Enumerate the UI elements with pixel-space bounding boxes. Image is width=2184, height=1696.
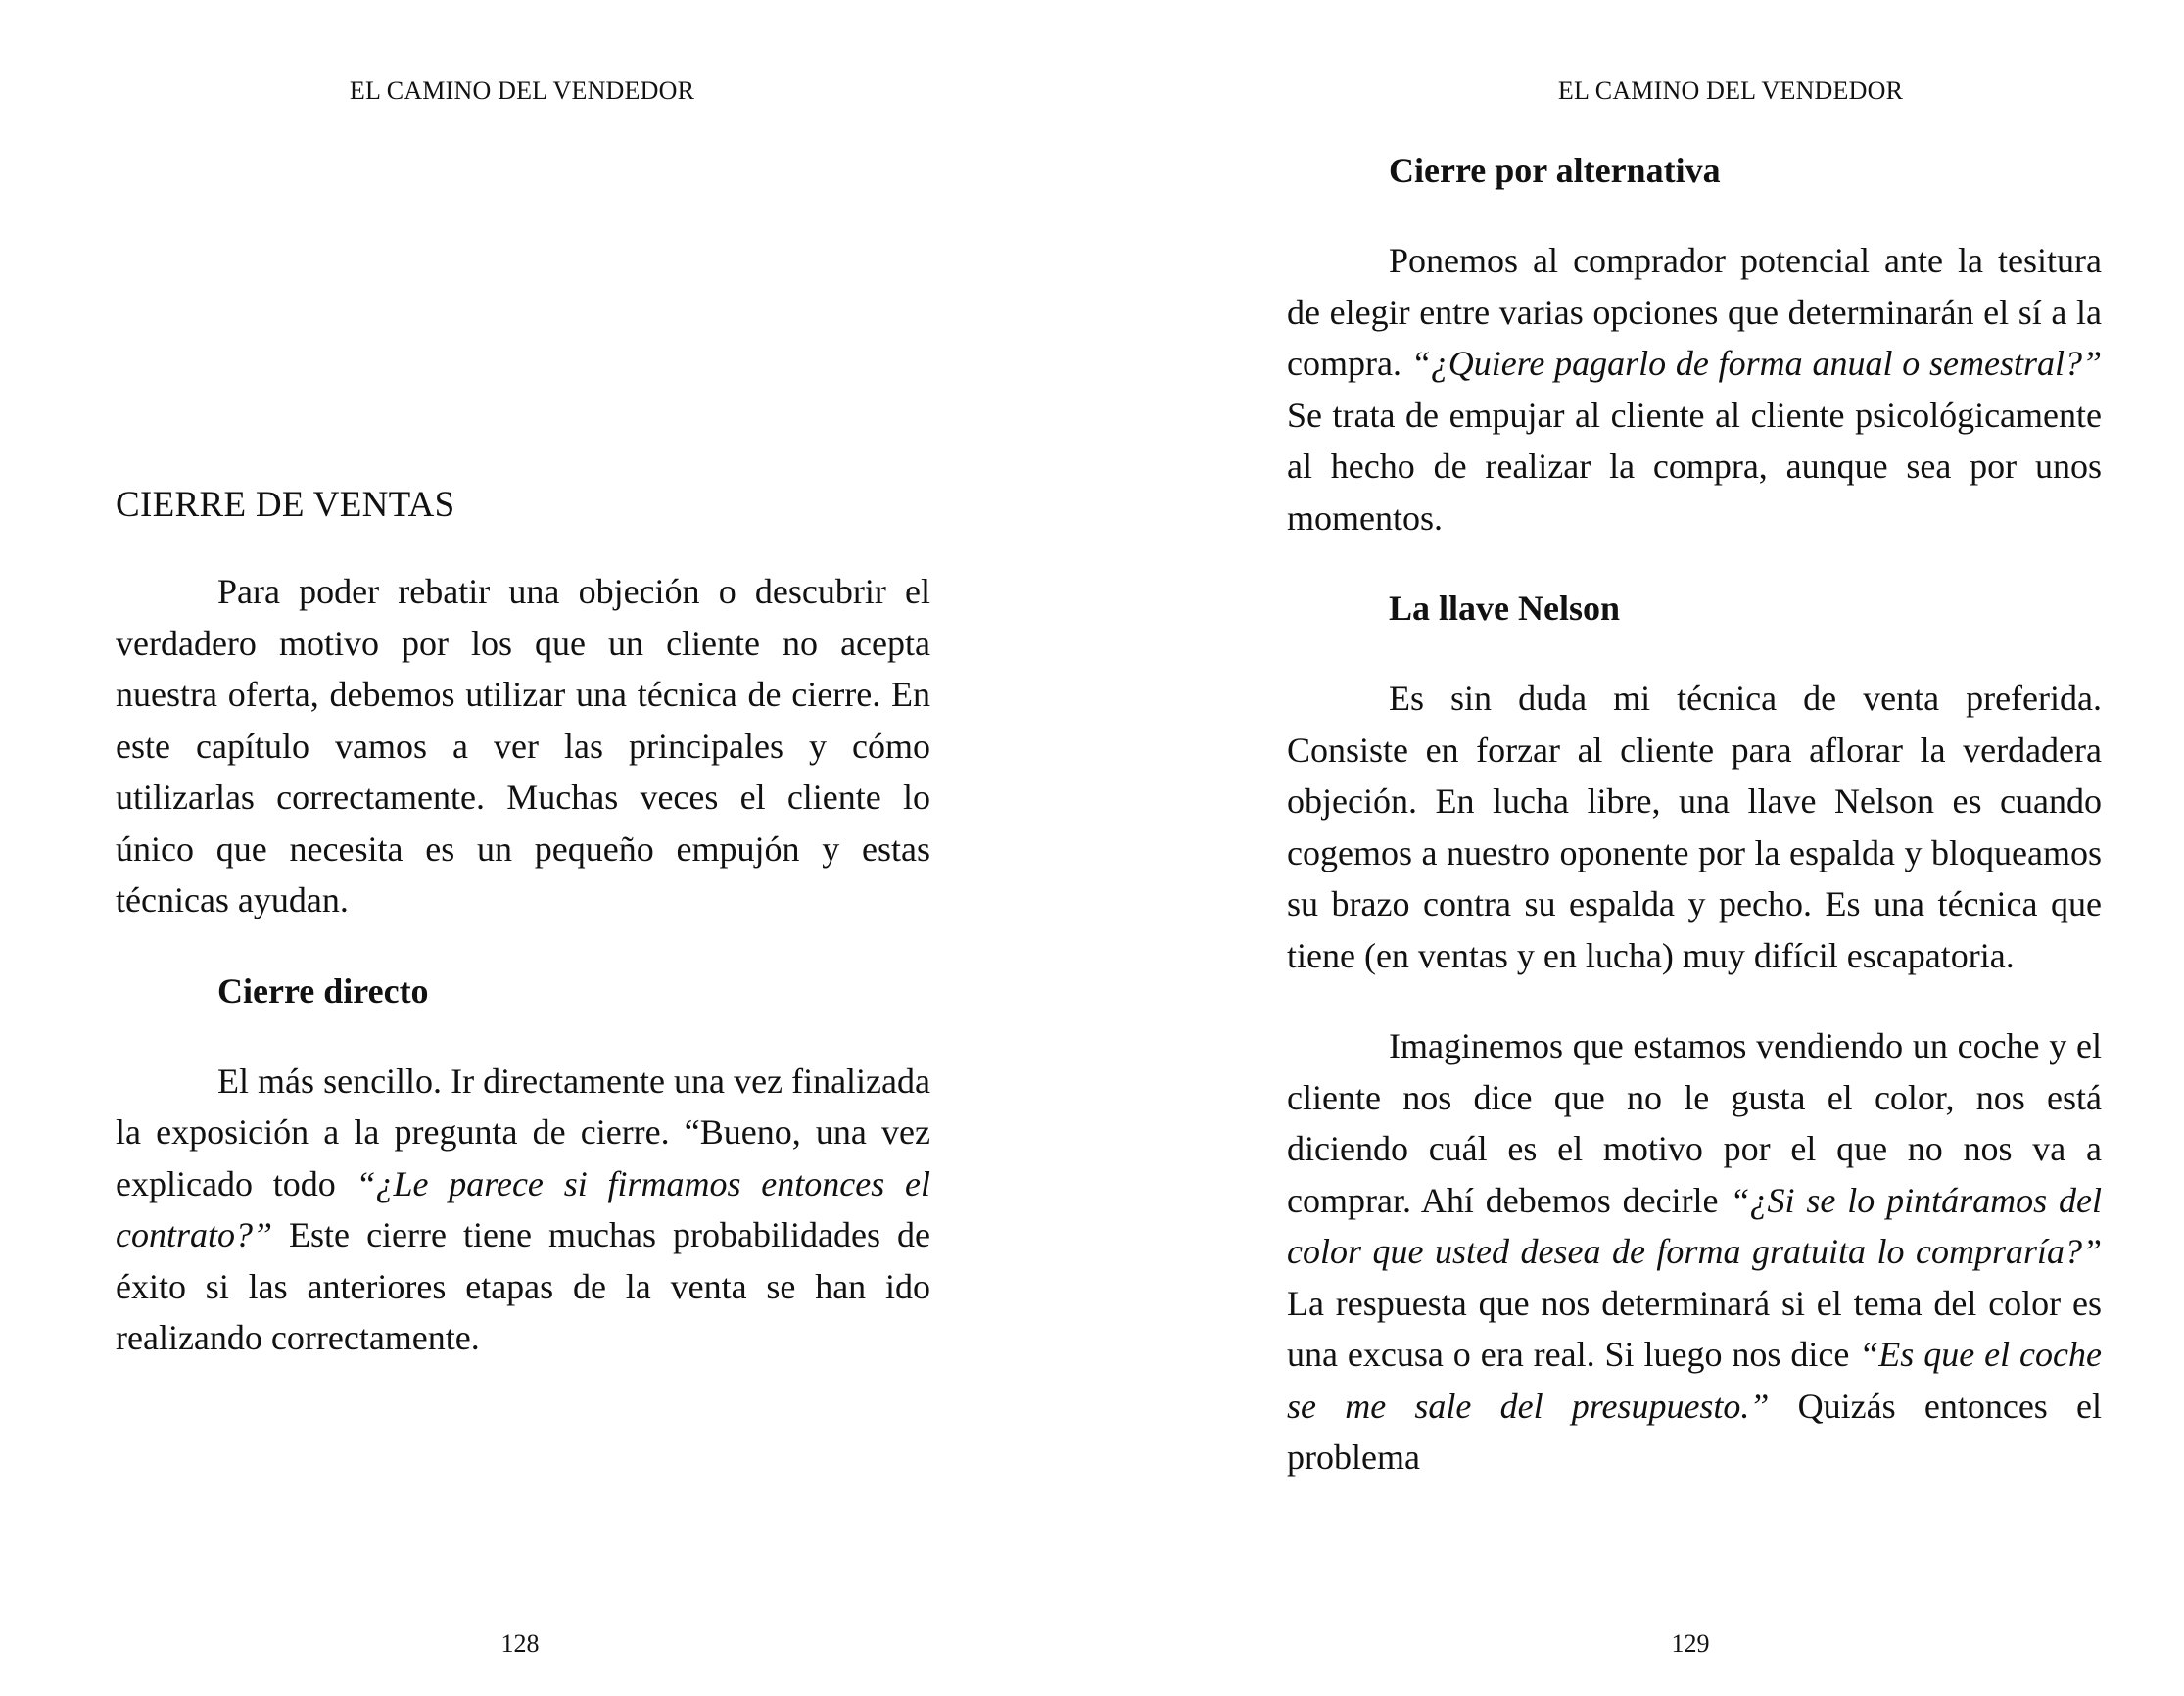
paragraph-text: El más sencillo. Ir directamente una vez finalizada la exposición a la pregunta de cierre. “Bueno, una vez explicado todo <box>116 1060 930 1203</box>
running-head: EL CAMINO DEL VENDEDOR <box>1557 76 1904 105</box>
paragraph-cierre-por-alternativa <box>1287 235 2102 543</box>
italic-quote: “¿Si se lo pintáramos del color que usted desea de forma gratuita lo compraría?” <box>1287 1180 2102 1271</box>
chapter-title: CIERRE DE VENTAS <box>116 485 455 525</box>
page-number: 129 <box>1671 1629 1710 1658</box>
paragraph-text: Este cierre tiene muchas probabilidades de éxito si las anteriores etapas de la venta se han ido realizando correctamente. <box>116 1215 930 1357</box>
paragraph-text: Imaginemos que estamos vendiendo un coche y el cliente nos dice que no le gusta el color, nos está diciendo cuál es el motivo por el que no nos va a comprar. Ahí debemos decirle <box>1287 1026 2102 1220</box>
intro-paragraph: Para poder rebatir una objeción o descubrir el verdadero motivo por los que un cliente no acepta nuestra oferta, debemos utilizar una técnica de cierre. En este capítulo vamos a ver las principales y cómo utilizarlas correctamente. Muchas veces el cliente lo único que necesita es un pequeño empujón y estas técnicas ayudan. <box>116 572 930 919</box>
right-text-block <box>1287 145 2102 1484</box>
section-heading-cierre-directo: Cierre directo <box>217 970 429 1011</box>
running-head: EL CAMINO DEL VENDEDOR <box>349 76 695 105</box>
paragraph-llave-nelson-2 <box>1287 1020 2102 1484</box>
paragraph-text: Se trata de empujar al cliente al cliente psicológicamente al hecho de realizar la compra, aunque sea por unos momentos. <box>1287 395 2102 538</box>
paragraph-cierre-directo <box>116 1056 930 1364</box>
left-text-block <box>116 480 930 1364</box>
paragraph-text: Ponemos al comprador potencial ante la tesitura de elegir entre varias opciones que determinarán el sí a la compra. <box>1287 241 2102 383</box>
italic-quote: “¿Le parece si firmamos entonces el contrato?” <box>116 1163 930 1254</box>
section-heading-llave-nelson: La llave Nelson <box>1389 589 1621 628</box>
italic-quote: “¿Quiere pagarlo de forma anual o semestral?” <box>1410 344 2102 383</box>
paragraph-llave-nelson-1: Es sin duda mi técnica de venta preferida. Consiste en forzar al cliente para aflorar la verdadera objeción. En lucha libre, una llave Nelson es cuando cogemos a nuestro oponente por la espalda y bloqueamos su brazo contra su espalda y pecho. Es una técnica que tiene (en ventas y en lucha) muy difícil escapatoria. <box>1287 679 2102 975</box>
page-number: 128 <box>500 1629 540 1658</box>
paragraph-text: La respuesta que nos determinará si el tema del color es una excusa o era real. Si luego nos dice <box>1287 1283 2102 1374</box>
section-heading-cierre-por-alternativa: Cierre por alternativa <box>1389 151 1721 190</box>
right-page <box>1092 0 2184 1696</box>
italic-quote: “Es que el coche se me sale del presupuesto.” <box>1287 1335 2102 1426</box>
paragraph-text: Quizás entonces el problema <box>1287 1386 2102 1477</box>
